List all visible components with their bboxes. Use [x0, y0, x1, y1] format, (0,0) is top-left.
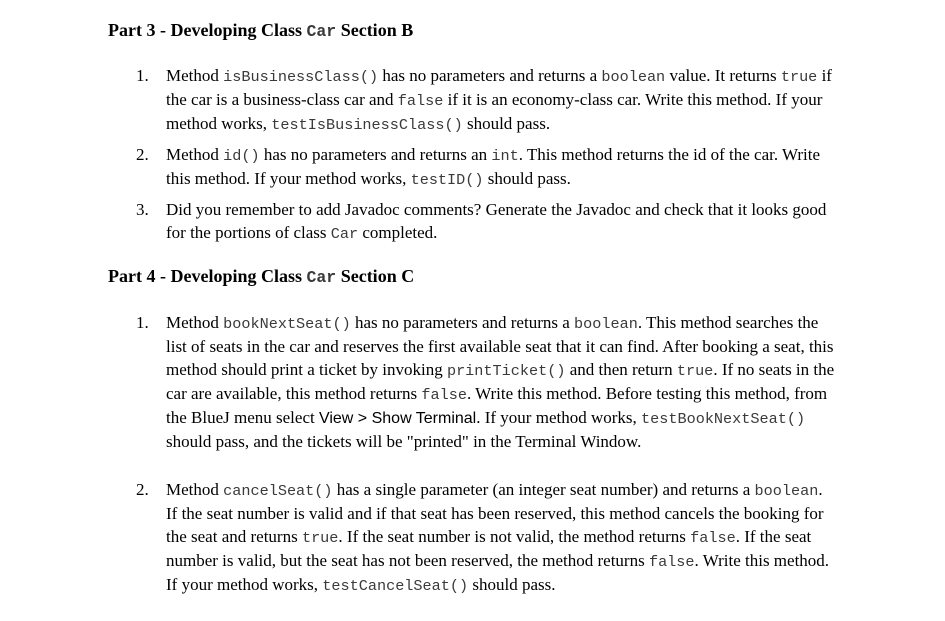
menu-path: View > Show Terminal	[318, 409, 477, 427]
part4-item-1-text: Method bookNextSeat() has no parameters and returns a boolean. This method searches the list of seats in the car and reserves the first available seat that it can find. After booking a seat, this method should print a ticket by invoking printTicket() and then return true. If no seats in the car are available, this method returns false. Write this method. Before testing this method, from the BlueJ menu select View > Show Terminal. If your method works, testBookNextSeat() should pass, and the tickets will be "printed" in the Terminal Window.	[166, 313, 835, 451]
part3-item-2: 2. Method id() has no parameters and returns an int. This method returns the id of the car. Write this method. If your method works, testID() should pass.	[136, 144, 836, 192]
part3-item-3: 3. Did you remember to add Javadoc comments? Generate the Javadoc and check that it looks good for the portions of class Car completed.	[136, 199, 836, 246]
part4-item-2-text: Method cancelSeat() has a single parameter (an integer seat number) and returns a boolean. If the seat number is valid and if that seat has been reserved, this method cancels the booking for the seat and returns true. If the seat number is not valid, the method returns false. If the seat number is valid, but the seat has not been reserved, the method returns false. Write this method. If your method works, testCancelSeat() should pass.	[166, 480, 830, 595]
part3-heading: Part 3 - Developing Class Car Section B	[108, 20, 414, 41]
part4-item-1: 1. Method bookNextSeat() has no parameters and returns a boolean. This method searches the list of seats in the car and reserves the first available seat that it can find. After booking a seat, this method should print a ticket by invoking printTicket() and then return true. If no seats in the car are available, this method returns false. Write this method. Before testing this method, from the BlueJ menu select View > Show Terminal. If your method works, testBookNextSeat() should pass, and the tickets will be "printed" in the Terminal Window.	[136, 312, 836, 453]
part3-item-3-text: Did you remember to add Javadoc comments? Generate the Javadoc and check that it looks good for the portions of class Car completed.	[166, 200, 827, 243]
part3-item-2-text: Method id() has no parameters and returns an int. This method returns the id of the car. Write this method. If your method works, testID() should pass.	[166, 145, 821, 189]
part4-heading: Part 4 - Developing Class Car Section C	[108, 266, 415, 287]
part3-item-1-text: Method isBusinessClass() has no parameters and returns a boolean value. It returns true if the car is a business-class car and false if it is an economy-class car. Write this method. If your method works, testIsBusinessClass() should pass.	[166, 66, 832, 134]
part3-item-1: 1. Method isBusinessClass() has no parameters and returns a boolean value. It returns true if the car is a business-class car and false if it is an economy-class car. Write this method. If your method works, testIsBusinessClass() should pass.	[136, 65, 836, 137]
part4-item-2: 2. Method cancelSeat() has a single parameter (an integer seat number) and returns a boolean. If the seat number is valid and if that seat has been reserved, this method cancels the booking for the seat and returns true. If the seat number is not valid, the method returns false. If the seat number is valid, but the seat has not been reserved, the method returns false. Write this method. If your method works, testCancelSeat() should pass.	[136, 479, 836, 598]
